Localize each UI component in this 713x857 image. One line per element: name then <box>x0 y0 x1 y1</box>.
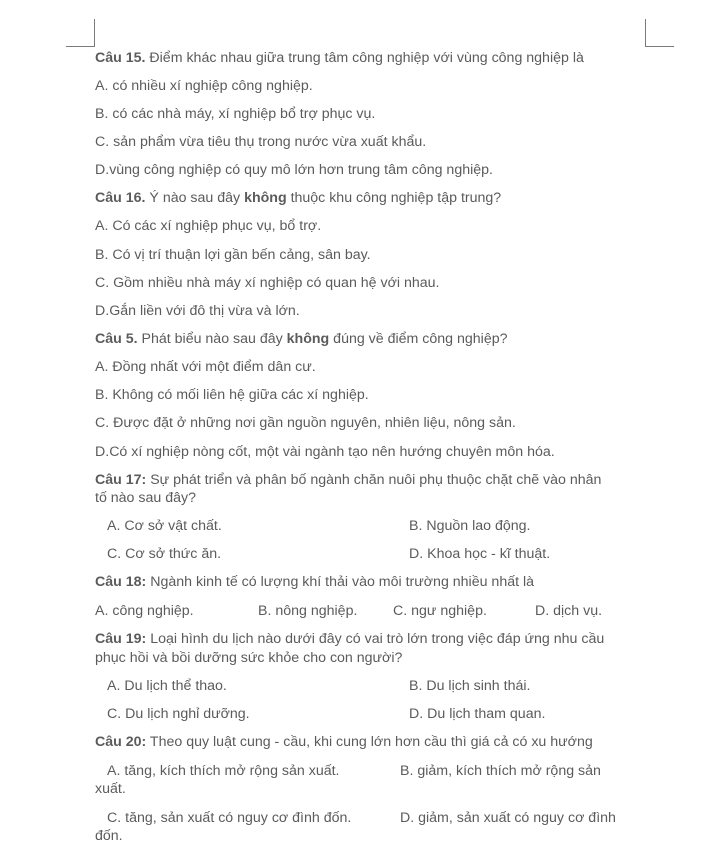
question-18-option-a: A. công nghiệp. <box>95 603 194 619</box>
crop-mark-right-horizontal <box>645 46 674 47</box>
question-19-option-b: B. Du lịch sinh thái. <box>409 678 531 694</box>
crop-mark-right-vertical <box>645 19 646 47</box>
question-16 <box>95 190 501 207</box>
question-17-option-c: C. Cơ sở thức ăn. <box>107 546 222 562</box>
question-5-option-c: C. Được đặt ở những nơi gần nguồn nguyên, nhiên liệu, nông sản. <box>95 415 516 431</box>
question-5-option-b: B. Không có mối liên hệ giữa các xí nghiệp. <box>95 387 369 403</box>
question-5-option-d: D.Có xí nghiệp nòng cốt, một vài ngành tạo nên hướng chuyên môn hóa. <box>95 444 555 460</box>
question-emphasis: không <box>244 190 287 206</box>
question-20 <box>95 734 593 751</box>
question-19-option-c: C. Du lịch nghỉ dưỡng. <box>107 706 250 722</box>
question-17-option-d: D. Khoa học - kĩ thuật. <box>409 546 551 562</box>
question-15-option-c: C. sản phẩm vừa tiêu thụ trong nước vừa xuất khẩu. <box>95 134 427 150</box>
question-18-option-b: B. nông nghiệp. <box>258 603 358 619</box>
question-17-option-a: A. Cơ sở vật chất. <box>107 518 222 534</box>
question-18 <box>95 574 534 591</box>
question-text: Ngành kinh tế có lượng khí thải vào môi trường nhiều nhất là <box>146 574 535 590</box>
crop-mark-left-vertical <box>94 19 95 47</box>
question-17 <box>95 472 601 489</box>
question-16-option-d: D.Gắn liền với đô thị vừa và lớn. <box>95 303 300 319</box>
question-20-option-b: B. giảm, kích thích mở rộng sản <box>400 763 601 779</box>
question-20-option-c: C. tăng, sản xuất có nguy cơ đình đốn. <box>107 810 352 826</box>
question-20-option-a: A. tăng, kích thích mở rộng sản xuất. <box>107 763 340 779</box>
crop-mark-left-horizontal <box>66 46 95 47</box>
question-15-option-d: D.vùng công nghiệp có quy mô lớn hơn trung tâm công nghiệp. <box>95 162 493 178</box>
question-20-option-b-wrap: xuất. <box>95 781 126 797</box>
question-5 <box>95 331 508 348</box>
question-20-option-d: D. giảm, sản xuất có nguy cơ đình <box>400 810 616 826</box>
question-16-option-c: C. Gồm nhiều nhà máy xí nghiệp có quan hệ với nhau. <box>95 275 440 291</box>
question-15 <box>95 50 584 67</box>
question-18-option-c: C. ngư nghiệp. <box>393 603 487 619</box>
question-text: Theo quy luật cung - cầu, khi cung lớn hơn cầu thì giá cả có xu hướng <box>146 734 593 750</box>
question-number: Câu 19: <box>95 631 147 647</box>
question-number: Câu 16. <box>95 190 146 206</box>
question-16-option-a: A. Có các xí nghiệp phục vụ, bổ trợ. <box>95 218 322 234</box>
question-text-before: Ý nào sau đây <box>145 190 245 206</box>
question-15-option-a: A. có nhiều xí nghiệp công nghiệp. <box>95 78 313 94</box>
question-number: Câu 5. <box>95 331 138 347</box>
question-text-after: đúng về điểm công nghiệp? <box>329 331 508 347</box>
question-text: Điểm khác nhau giữa trung tâm công nghiệp với vùng công nghiệp là <box>145 50 584 66</box>
question-number: Câu 17: <box>95 472 147 488</box>
question-19-line2: phục hồi và bồi dưỡng sức khỏe cho con người? <box>95 650 403 666</box>
question-text-line1: Sự phát triển và phân bố ngành chăn nuôi phụ thuộc chặt chẽ vào nhân <box>146 472 602 488</box>
question-number: Câu 15. <box>95 50 146 66</box>
question-20-option-d-wrap: đốn. <box>95 828 123 844</box>
question-17-option-b: B. Nguồn lao động. <box>409 518 531 534</box>
question-emphasis: không <box>286 331 330 347</box>
question-18-option-d: D. dịch vụ. <box>535 603 603 619</box>
question-19 <box>95 631 604 648</box>
question-5-option-a: A. Đồng nhất với một điểm dân cư. <box>95 359 316 375</box>
question-19-option-d: D. Du lịch tham quan. <box>409 706 546 722</box>
question-17-line2: tố nào sau đây? <box>95 490 196 506</box>
question-19-option-a: A. Du lịch thể thao. <box>107 678 227 694</box>
question-16-option-b: B. Có vị trí thuận lợi gần bến cảng, sân bay. <box>95 247 371 263</box>
question-number: Câu 18: <box>95 574 147 590</box>
question-text-line1: Loại hình du lịch nào dưới đây có vai trò lớn trong việc đáp ứng nhu cầu <box>146 631 605 647</box>
question-15-option-b: B. có các nhà máy, xí nghiệp bổ trợ phục vụ. <box>95 106 376 122</box>
question-text-before: Phát biểu nào sau đây <box>137 331 287 347</box>
question-number: Câu 20: <box>95 734 147 750</box>
question-text-after: thuộc khu công nghiệp tập trung? <box>286 190 502 206</box>
